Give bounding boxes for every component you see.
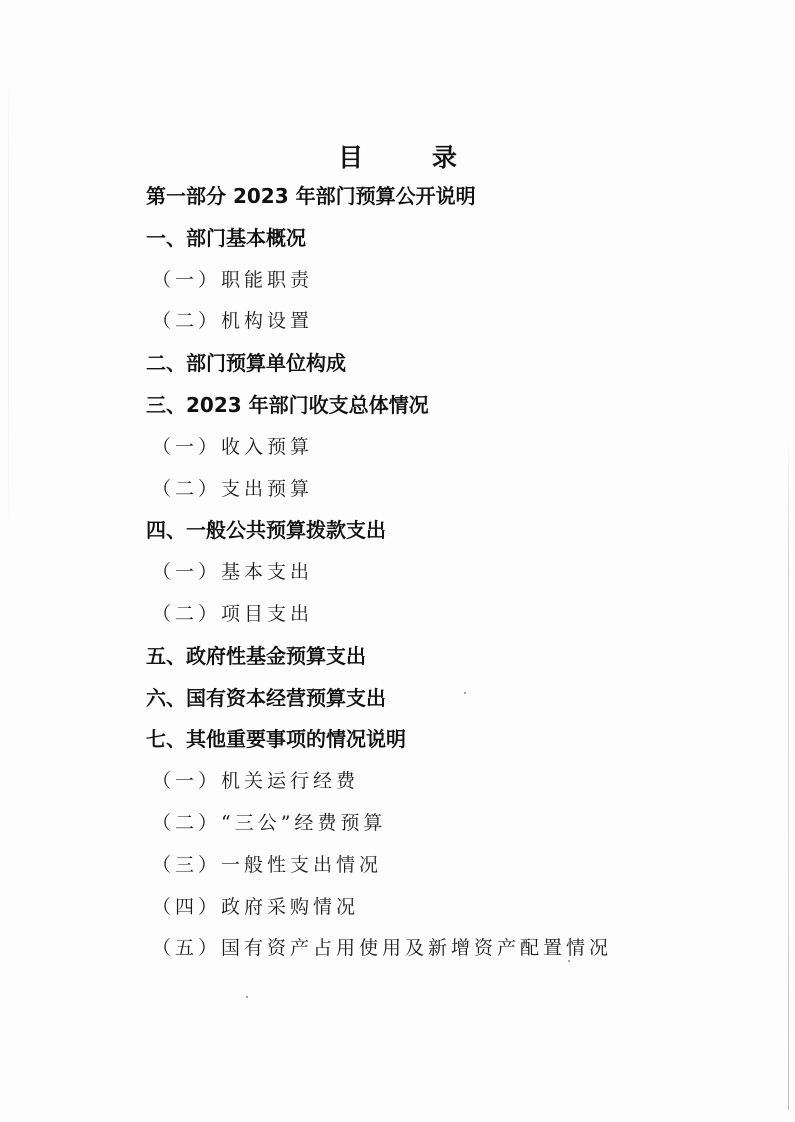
page-title: 目 录	[338, 143, 487, 172]
toc-subsection-item: （四）政府采购情况	[152, 895, 360, 918]
scan-edge-left	[8, 60, 9, 560]
toc-subsection-item: （三）一般性支出情况	[152, 853, 383, 876]
scan-speck	[464, 692, 466, 694]
toc-subsection-item: （一）机关运行经费	[152, 770, 360, 793]
toc-section-heading: 一、部门基本概况	[146, 225, 306, 250]
toc-subsection-item: （五）国有资产占用使用及新增资产配置情况	[152, 937, 613, 960]
toc-subsection-item: （二）“三公”经费预算	[152, 811, 387, 834]
toc-section-heading: 二、部门预算单位构成	[146, 351, 346, 376]
toc-section-heading: 三、2023 年部门收支总体情况	[146, 392, 429, 417]
toc-section-heading: 六、国有资本经营预算支出	[146, 685, 386, 710]
toc-subsection-item: （二）支出预算	[152, 477, 314, 500]
toc-section-heading: 第一部分 2023 年部门预算公开说明	[146, 184, 476, 208]
toc-subsection-item: （二）机构设置	[152, 310, 314, 333]
toc-subsection-item: （一）基本支出	[152, 561, 314, 584]
toc-section-heading: 四、一般公共预算拨款支出	[146, 518, 386, 543]
scan-edge-right	[788, 430, 789, 1110]
scan-speck	[568, 960, 570, 962]
toc-subsection-item: （二）项目支出	[152, 602, 314, 625]
scan-speck	[246, 996, 248, 998]
toc-subsection-item: （一）收入预算	[152, 435, 314, 458]
table-of-contents	[146, 178, 746, 972]
toc-subsection-item: （一）职能职责	[152, 268, 314, 291]
toc-section-heading: 五、政府性基金预算支出	[146, 643, 366, 668]
toc-section-heading: 七、其他重要事项的情况说明	[146, 727, 406, 752]
